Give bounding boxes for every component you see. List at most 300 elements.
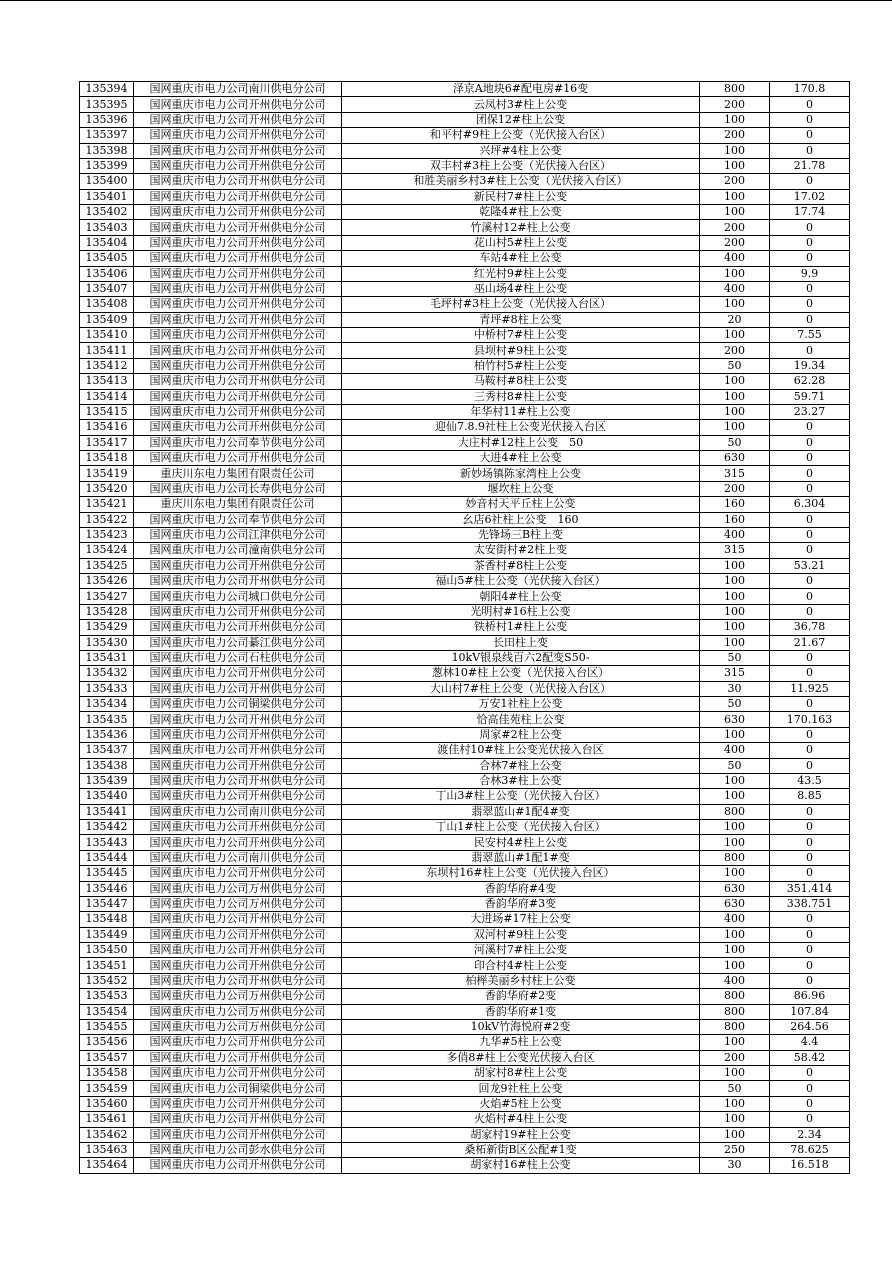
capacity-cell: 30 bbox=[700, 1158, 770, 1173]
table-row bbox=[80, 1142, 850, 1157]
capacity-cell: 100 bbox=[700, 635, 770, 650]
row-id-cell: 135455 bbox=[80, 1019, 134, 1034]
load-cell: 62.28 bbox=[770, 374, 850, 389]
table-row bbox=[80, 712, 850, 727]
company-cell: 国网重庆市电力公司开州供电分公司 bbox=[134, 1066, 342, 1081]
table-row bbox=[80, 604, 850, 619]
company-cell: 国网重庆市电力公司铜梁供电分公司 bbox=[134, 697, 342, 712]
capacity-cell: 200 bbox=[700, 220, 770, 235]
table-row bbox=[80, 850, 850, 865]
row-id-cell: 135442 bbox=[80, 820, 134, 835]
table-row bbox=[80, 497, 850, 512]
company-cell: 国网重庆市电力公司开州供电分公司 bbox=[134, 912, 342, 927]
company-cell: 国网重庆市电力公司城口供电分公司 bbox=[134, 589, 342, 604]
row-id-cell: 135423 bbox=[80, 527, 134, 542]
row-id-cell: 135433 bbox=[80, 681, 134, 696]
company-cell: 国网重庆市电力公司开州供电分公司 bbox=[134, 97, 342, 112]
company-cell: 国网重庆市电力公司开州供电分公司 bbox=[134, 604, 342, 619]
capacity-cell: 100 bbox=[700, 773, 770, 788]
load-cell: 0 bbox=[770, 958, 850, 973]
capacity-cell: 100 bbox=[700, 820, 770, 835]
capacity-cell: 100 bbox=[700, 620, 770, 635]
capacity-cell: 315 bbox=[700, 543, 770, 558]
capacity-cell: 400 bbox=[700, 912, 770, 927]
company-cell: 国网重庆市电力公司开州供电分公司 bbox=[134, 328, 342, 343]
transformer-name-cell: 马鞍村#8柱上公变 bbox=[342, 374, 700, 389]
capacity-cell: 100 bbox=[700, 958, 770, 973]
company-cell: 国网重庆市电力公司铜梁供电分公司 bbox=[134, 1081, 342, 1096]
table-row bbox=[80, 512, 850, 527]
load-cell: 0 bbox=[770, 574, 850, 589]
company-cell: 国网重庆市电力公司开州供电分公司 bbox=[134, 773, 342, 788]
load-cell: 170.8 bbox=[770, 82, 850, 97]
capacity-cell: 100 bbox=[700, 1112, 770, 1127]
company-cell: 国网重庆市电力公司长寿供电分公司 bbox=[134, 481, 342, 496]
table-row bbox=[80, 743, 850, 758]
transformer-name-cell: 柏竹村5#柱上公变 bbox=[342, 358, 700, 373]
row-id-cell: 135394 bbox=[80, 82, 134, 97]
capacity-cell: 100 bbox=[700, 158, 770, 173]
row-id-cell: 135414 bbox=[80, 389, 134, 404]
load-cell: 0 bbox=[770, 927, 850, 942]
row-id-cell: 135401 bbox=[80, 189, 134, 204]
transformer-name-cell: 双河村#9柱上公变 bbox=[342, 927, 700, 942]
row-id-cell: 135395 bbox=[80, 97, 134, 112]
capacity-cell: 100 bbox=[700, 574, 770, 589]
row-id-cell: 135421 bbox=[80, 497, 134, 512]
load-cell: 170.163 bbox=[770, 712, 850, 727]
transformer-name-cell: 柏榉美丽乡村柱上公变 bbox=[342, 973, 700, 988]
table-row bbox=[80, 866, 850, 881]
row-id-cell: 135408 bbox=[80, 297, 134, 312]
capacity-cell: 100 bbox=[700, 374, 770, 389]
company-cell: 国网重庆市电力公司开州供电分公司 bbox=[134, 927, 342, 942]
page-top-rule bbox=[0, 0, 892, 1]
company-cell: 国网重庆市电力公司开州供电分公司 bbox=[134, 358, 342, 373]
transformer-name-cell: 泽京A地块6#配电房#16变 bbox=[342, 82, 700, 97]
capacity-cell: 100 bbox=[700, 1035, 770, 1050]
table-row bbox=[80, 389, 850, 404]
table-row bbox=[80, 343, 850, 358]
capacity-cell: 800 bbox=[700, 989, 770, 1004]
row-id-cell: 135435 bbox=[80, 712, 134, 727]
capacity-cell: 200 bbox=[700, 97, 770, 112]
table-row bbox=[80, 943, 850, 958]
transformer-name-cell: 大进4#柱上公变 bbox=[342, 451, 700, 466]
transformer-name-cell: 周家#2柱上公变 bbox=[342, 727, 700, 742]
load-cell: 351.414 bbox=[770, 881, 850, 896]
row-id-cell: 135443 bbox=[80, 835, 134, 850]
capacity-cell: 100 bbox=[700, 789, 770, 804]
load-cell: 0 bbox=[770, 343, 850, 358]
table-row bbox=[80, 973, 850, 988]
transformer-name-cell: 红光村9#柱上公变 bbox=[342, 266, 700, 281]
load-cell: 23.27 bbox=[770, 404, 850, 419]
capacity-cell: 400 bbox=[700, 973, 770, 988]
company-cell: 国网重庆市电力公司开州供电分公司 bbox=[134, 681, 342, 696]
company-cell: 国网重庆市电力公司南川供电分公司 bbox=[134, 82, 342, 97]
company-cell: 国网重庆市电力公司綦江供电分公司 bbox=[134, 635, 342, 650]
load-cell: 0 bbox=[770, 820, 850, 835]
row-id-cell: 135458 bbox=[80, 1066, 134, 1081]
table-row bbox=[80, 1096, 850, 1111]
capacity-cell: 100 bbox=[700, 205, 770, 220]
load-cell: 11.925 bbox=[770, 681, 850, 696]
table-row bbox=[80, 527, 850, 542]
capacity-cell: 100 bbox=[700, 389, 770, 404]
capacity-cell: 50 bbox=[700, 650, 770, 665]
row-id-cell: 135404 bbox=[80, 235, 134, 250]
company-cell: 国网重庆市电力公司开州供电分公司 bbox=[134, 943, 342, 958]
load-cell: 0 bbox=[770, 512, 850, 527]
row-id-cell: 135449 bbox=[80, 927, 134, 942]
transformer-name-cell: 九华#5柱上公变 bbox=[342, 1035, 700, 1050]
transformer-name-cell: 翡翠蓝山#1配4#变 bbox=[342, 804, 700, 819]
table-row bbox=[80, 266, 850, 281]
company-cell: 国网重庆市电力公司开州供电分公司 bbox=[134, 1035, 342, 1050]
row-id-cell: 135447 bbox=[80, 896, 134, 911]
table-row bbox=[80, 1112, 850, 1127]
load-cell: 0 bbox=[770, 451, 850, 466]
company-cell: 国网重庆市电力公司万州供电分公司 bbox=[134, 881, 342, 896]
load-cell: 53.21 bbox=[770, 558, 850, 573]
load-cell: 0 bbox=[770, 251, 850, 266]
table-row bbox=[80, 589, 850, 604]
row-id-cell: 135416 bbox=[80, 420, 134, 435]
row-id-cell: 135460 bbox=[80, 1096, 134, 1111]
table-row bbox=[80, 835, 850, 850]
capacity-cell: 100 bbox=[700, 604, 770, 619]
transformer-name-cell: 回龙9社柱上公变 bbox=[342, 1081, 700, 1096]
capacity-cell: 100 bbox=[700, 404, 770, 419]
transformer-name-cell: 翡翠蓝山#1配1#变 bbox=[342, 850, 700, 865]
load-cell: 0 bbox=[770, 297, 850, 312]
load-cell: 0 bbox=[770, 650, 850, 665]
company-cell: 国网重庆市电力公司开州供电分公司 bbox=[134, 620, 342, 635]
load-cell: 0 bbox=[770, 850, 850, 865]
table-row bbox=[80, 927, 850, 942]
table-row bbox=[80, 235, 850, 250]
transformer-name-cell: 香韵华府#2变 bbox=[342, 989, 700, 1004]
load-cell: 0 bbox=[770, 143, 850, 158]
capacity-cell: 50 bbox=[700, 758, 770, 773]
table-row bbox=[80, 1066, 850, 1081]
capacity-cell: 100 bbox=[700, 328, 770, 343]
row-id-cell: 135418 bbox=[80, 451, 134, 466]
load-cell: 0 bbox=[770, 420, 850, 435]
capacity-cell: 200 bbox=[700, 481, 770, 496]
transformer-name-cell: 合林7#柱上公变 bbox=[342, 758, 700, 773]
capacity-cell: 200 bbox=[700, 128, 770, 143]
load-cell: 0 bbox=[770, 97, 850, 112]
transformer-name-cell: 迎仙7.8.9社柱上公变光伏接入台区 bbox=[342, 420, 700, 435]
transformer-name-cell: 大山村7#柱上公变（光伏接入台区） bbox=[342, 681, 700, 696]
company-cell: 国网重庆市电力公司开州供电分公司 bbox=[134, 1050, 342, 1065]
company-cell: 国网重庆市电力公司江津供电分公司 bbox=[134, 527, 342, 542]
capacity-cell: 630 bbox=[700, 451, 770, 466]
capacity-cell: 100 bbox=[700, 835, 770, 850]
load-cell: 0 bbox=[770, 481, 850, 496]
capacity-cell: 100 bbox=[700, 589, 770, 604]
capacity-cell: 100 bbox=[700, 1127, 770, 1142]
transformer-name-cell: 胡家村8#柱上公变 bbox=[342, 1066, 700, 1081]
capacity-cell: 200 bbox=[700, 235, 770, 250]
row-id-cell: 135409 bbox=[80, 312, 134, 327]
row-id-cell: 135430 bbox=[80, 635, 134, 650]
row-id-cell: 135429 bbox=[80, 620, 134, 635]
company-cell: 国网重庆市电力公司开州供电分公司 bbox=[134, 727, 342, 742]
transformer-name-cell: 印合村4#柱上公变 bbox=[342, 958, 700, 973]
capacity-cell: 30 bbox=[700, 681, 770, 696]
row-id-cell: 135446 bbox=[80, 881, 134, 896]
transformer-name-cell: 河溪村7#柱上公变 bbox=[342, 943, 700, 958]
transformer-name-cell: 团保12#柱上公变 bbox=[342, 112, 700, 127]
load-cell: 9.9 bbox=[770, 266, 850, 281]
row-id-cell: 135439 bbox=[80, 773, 134, 788]
capacity-cell: 100 bbox=[700, 943, 770, 958]
row-id-cell: 135431 bbox=[80, 650, 134, 665]
transformer-name-cell: 新民村7#柱上公变 bbox=[342, 189, 700, 204]
table-row bbox=[80, 1127, 850, 1142]
row-id-cell: 135441 bbox=[80, 804, 134, 819]
transformer-name-cell: 香韵华府#1变 bbox=[342, 1004, 700, 1019]
transformer-name-cell: 光明村#16柱上公变 bbox=[342, 604, 700, 619]
transformer-name-cell: 香韵华府#4变 bbox=[342, 881, 700, 896]
capacity-cell: 315 bbox=[700, 466, 770, 481]
transformer-name-cell: 幺店6社柱上公变 160 bbox=[342, 512, 700, 527]
load-cell: 0 bbox=[770, 543, 850, 558]
table-row bbox=[80, 451, 850, 466]
row-id-cell: 135424 bbox=[80, 543, 134, 558]
company-cell: 国网重庆市电力公司开州供电分公司 bbox=[134, 1127, 342, 1142]
company-cell: 国网重庆市电力公司南川供电分公司 bbox=[134, 850, 342, 865]
capacity-cell: 100 bbox=[700, 927, 770, 942]
load-cell: 19.34 bbox=[770, 358, 850, 373]
transformer-name-cell: 火焰村#4柱上公变 bbox=[342, 1112, 700, 1127]
load-cell: 58.42 bbox=[770, 1050, 850, 1065]
row-id-cell: 135415 bbox=[80, 404, 134, 419]
transformer-name-cell: 福山5#柱上公变（光伏接入台区） bbox=[342, 574, 700, 589]
row-id-cell: 135407 bbox=[80, 281, 134, 296]
table-row bbox=[80, 1050, 850, 1065]
load-cell: 7.55 bbox=[770, 328, 850, 343]
transformer-name-cell: 中桥村7#柱上公变 bbox=[342, 328, 700, 343]
company-cell: 重庆川东电力集团有限责任公司 bbox=[134, 497, 342, 512]
table-row bbox=[80, 189, 850, 204]
row-id-cell: 135463 bbox=[80, 1142, 134, 1157]
transformer-name-cell: 葱林10#柱上公变（光伏接入台区） bbox=[342, 666, 700, 681]
company-cell: 国网重庆市电力公司开州供电分公司 bbox=[134, 404, 342, 419]
transformer-name-cell: 东坝村16#柱上公变（光伏接入台区） bbox=[342, 866, 700, 881]
table-row bbox=[80, 358, 850, 373]
row-id-cell: 135412 bbox=[80, 358, 134, 373]
company-cell: 国网重庆市电力公司开州供电分公司 bbox=[134, 1112, 342, 1127]
table-row bbox=[80, 82, 850, 97]
transformer-name-cell: 太安街村#2柱上变 bbox=[342, 543, 700, 558]
load-cell: 338.751 bbox=[770, 896, 850, 911]
table-row bbox=[80, 1081, 850, 1096]
transformer-name-cell: 竹溪村12#柱上公变 bbox=[342, 220, 700, 235]
table-row bbox=[80, 97, 850, 112]
capacity-cell: 100 bbox=[700, 866, 770, 881]
table-row bbox=[80, 297, 850, 312]
row-id-cell: 135400 bbox=[80, 174, 134, 189]
company-cell: 国网重庆市电力公司万州供电分公司 bbox=[134, 1019, 342, 1034]
company-cell: 国网重庆市电力公司奉节供电分公司 bbox=[134, 435, 342, 450]
load-cell: 0 bbox=[770, 466, 850, 481]
row-id-cell: 135426 bbox=[80, 574, 134, 589]
company-cell: 国网重庆市电力公司开州供电分公司 bbox=[134, 758, 342, 773]
row-id-cell: 135452 bbox=[80, 973, 134, 988]
table-row bbox=[80, 174, 850, 189]
table-row bbox=[80, 912, 850, 927]
transformer-name-cell: 恰高佳苑柱上公变 bbox=[342, 712, 700, 727]
row-id-cell: 135397 bbox=[80, 128, 134, 143]
company-cell: 国网重庆市电力公司开州供电分公司 bbox=[134, 374, 342, 389]
row-id-cell: 135438 bbox=[80, 758, 134, 773]
company-cell: 国网重庆市电力公司开州供电分公司 bbox=[134, 574, 342, 589]
table-row bbox=[80, 328, 850, 343]
table-row bbox=[80, 620, 850, 635]
company-cell: 国网重庆市电力公司万州供电分公司 bbox=[134, 896, 342, 911]
capacity-cell: 160 bbox=[700, 512, 770, 527]
load-cell: 0 bbox=[770, 1081, 850, 1096]
row-id-cell: 135450 bbox=[80, 943, 134, 958]
load-cell: 59.71 bbox=[770, 389, 850, 404]
capacity-cell: 160 bbox=[700, 497, 770, 512]
table-row bbox=[80, 205, 850, 220]
company-cell: 国网重庆市电力公司开州供电分公司 bbox=[134, 666, 342, 681]
table-row bbox=[80, 635, 850, 650]
load-cell: 0 bbox=[770, 804, 850, 819]
row-id-cell: 135420 bbox=[80, 481, 134, 496]
load-cell: 0 bbox=[770, 758, 850, 773]
transformer-name-cell: 新妙场镇陈家湾柱上公变 bbox=[342, 466, 700, 481]
load-cell: 0 bbox=[770, 174, 850, 189]
transformer-name-cell: 花山村5#柱上公变 bbox=[342, 235, 700, 250]
load-cell: 0 bbox=[770, 866, 850, 881]
transformer-table bbox=[79, 81, 850, 1174]
load-cell: 0 bbox=[770, 128, 850, 143]
table-row bbox=[80, 374, 850, 389]
row-id-cell: 135425 bbox=[80, 558, 134, 573]
table-row bbox=[80, 989, 850, 1004]
row-id-cell: 135456 bbox=[80, 1035, 134, 1050]
row-id-cell: 135434 bbox=[80, 697, 134, 712]
transformer-name-cell: 大进场#17柱上公变 bbox=[342, 912, 700, 927]
transformer-name-cell: 香韵华府#3变 bbox=[342, 896, 700, 911]
company-cell: 国网重庆市电力公司开州供电分公司 bbox=[134, 743, 342, 758]
company-cell: 国网重庆市电力公司开州供电分公司 bbox=[134, 712, 342, 727]
transformer-name-cell: 兴坪#4柱上公变 bbox=[342, 143, 700, 158]
company-cell: 国网重庆市电力公司万州供电分公司 bbox=[134, 989, 342, 1004]
capacity-cell: 400 bbox=[700, 251, 770, 266]
transformer-name-cell: 朝阳4#柱上公变 bbox=[342, 589, 700, 604]
company-cell: 国网重庆市电力公司开州供电分公司 bbox=[134, 174, 342, 189]
transformer-name-cell: 毛坪村#3柱上公变（光伏接入台区） bbox=[342, 297, 700, 312]
table-row bbox=[80, 820, 850, 835]
row-id-cell: 135422 bbox=[80, 512, 134, 527]
row-id-cell: 135464 bbox=[80, 1158, 134, 1173]
transformer-name-cell: 双丰村#3柱上公变（光伏接入台区） bbox=[342, 158, 700, 173]
company-cell: 国网重庆市电力公司开州供电分公司 bbox=[134, 866, 342, 881]
capacity-cell: 250 bbox=[700, 1142, 770, 1157]
table-row bbox=[80, 789, 850, 804]
table-row bbox=[80, 697, 850, 712]
transformer-name-cell: 云凤村3#柱上公变 bbox=[342, 97, 700, 112]
company-cell: 国网重庆市电力公司开州供电分公司 bbox=[134, 158, 342, 173]
company-cell: 国网重庆市电力公司开州供电分公司 bbox=[134, 1158, 342, 1173]
row-id-cell: 135417 bbox=[80, 435, 134, 450]
load-cell: 0 bbox=[770, 235, 850, 250]
load-cell: 86.96 bbox=[770, 989, 850, 1004]
table-row bbox=[80, 574, 850, 589]
load-cell: 0 bbox=[770, 943, 850, 958]
company-cell: 国网重庆市电力公司开州供电分公司 bbox=[134, 835, 342, 850]
table-row bbox=[80, 112, 850, 127]
capacity-cell: 100 bbox=[700, 727, 770, 742]
table-row bbox=[80, 435, 850, 450]
company-cell: 国网重庆市电力公司开州供电分公司 bbox=[134, 266, 342, 281]
capacity-cell: 50 bbox=[700, 1081, 770, 1096]
load-cell: 0 bbox=[770, 435, 850, 450]
load-cell: 0 bbox=[770, 973, 850, 988]
load-cell: 264.56 bbox=[770, 1019, 850, 1034]
row-id-cell: 135406 bbox=[80, 266, 134, 281]
load-cell: 0 bbox=[770, 312, 850, 327]
table-row bbox=[80, 143, 850, 158]
transformer-name-cell: 丁山1#柱上公变（光伏接入台区） bbox=[342, 820, 700, 835]
capacity-cell: 100 bbox=[700, 420, 770, 435]
transformer-name-cell: 乾隆4#柱上公变 bbox=[342, 205, 700, 220]
row-id-cell: 135398 bbox=[80, 143, 134, 158]
table-body bbox=[80, 82, 850, 1174]
load-cell: 0 bbox=[770, 589, 850, 604]
load-cell: 0 bbox=[770, 1112, 850, 1127]
capacity-cell: 100 bbox=[700, 1066, 770, 1081]
row-id-cell: 135454 bbox=[80, 1004, 134, 1019]
load-cell: 0 bbox=[770, 912, 850, 927]
transformer-name-cell: 铁桥村1#柱上公变 bbox=[342, 620, 700, 635]
table-row bbox=[80, 958, 850, 973]
company-cell: 国网重庆市电力公司开州供电分公司 bbox=[134, 220, 342, 235]
transformer-name-cell: 10kV银泉线百六2配变S50- bbox=[342, 650, 700, 665]
capacity-cell: 200 bbox=[700, 1050, 770, 1065]
company-cell: 国网重庆市电力公司开州供电分公司 bbox=[134, 251, 342, 266]
table-row bbox=[80, 543, 850, 558]
transformer-name-cell: 青坪#8柱上公变 bbox=[342, 312, 700, 327]
row-id-cell: 135410 bbox=[80, 328, 134, 343]
table-row bbox=[80, 1035, 850, 1050]
table-row bbox=[80, 558, 850, 573]
load-cell: 8.85 bbox=[770, 789, 850, 804]
row-id-cell: 135457 bbox=[80, 1050, 134, 1065]
company-cell: 重庆川东电力集团有限责任公司 bbox=[134, 466, 342, 481]
load-cell: 0 bbox=[770, 220, 850, 235]
load-cell: 4.4 bbox=[770, 1035, 850, 1050]
row-id-cell: 135436 bbox=[80, 727, 134, 742]
company-cell: 国网重庆市电力公司开州供电分公司 bbox=[134, 820, 342, 835]
load-cell: 78.625 bbox=[770, 1142, 850, 1157]
company-cell: 国网重庆市电力公司开州供电分公司 bbox=[134, 420, 342, 435]
transformer-name-cell: 民安村4#柱上公变 bbox=[342, 835, 700, 850]
transformer-name-cell: 巫山场4#柱上公变 bbox=[342, 281, 700, 296]
load-cell: 17.74 bbox=[770, 205, 850, 220]
capacity-cell: 630 bbox=[700, 712, 770, 727]
row-id-cell: 135440 bbox=[80, 789, 134, 804]
capacity-cell: 100 bbox=[700, 143, 770, 158]
transformer-name-cell: 丁山3#柱上公变（光伏接入台区） bbox=[342, 789, 700, 804]
